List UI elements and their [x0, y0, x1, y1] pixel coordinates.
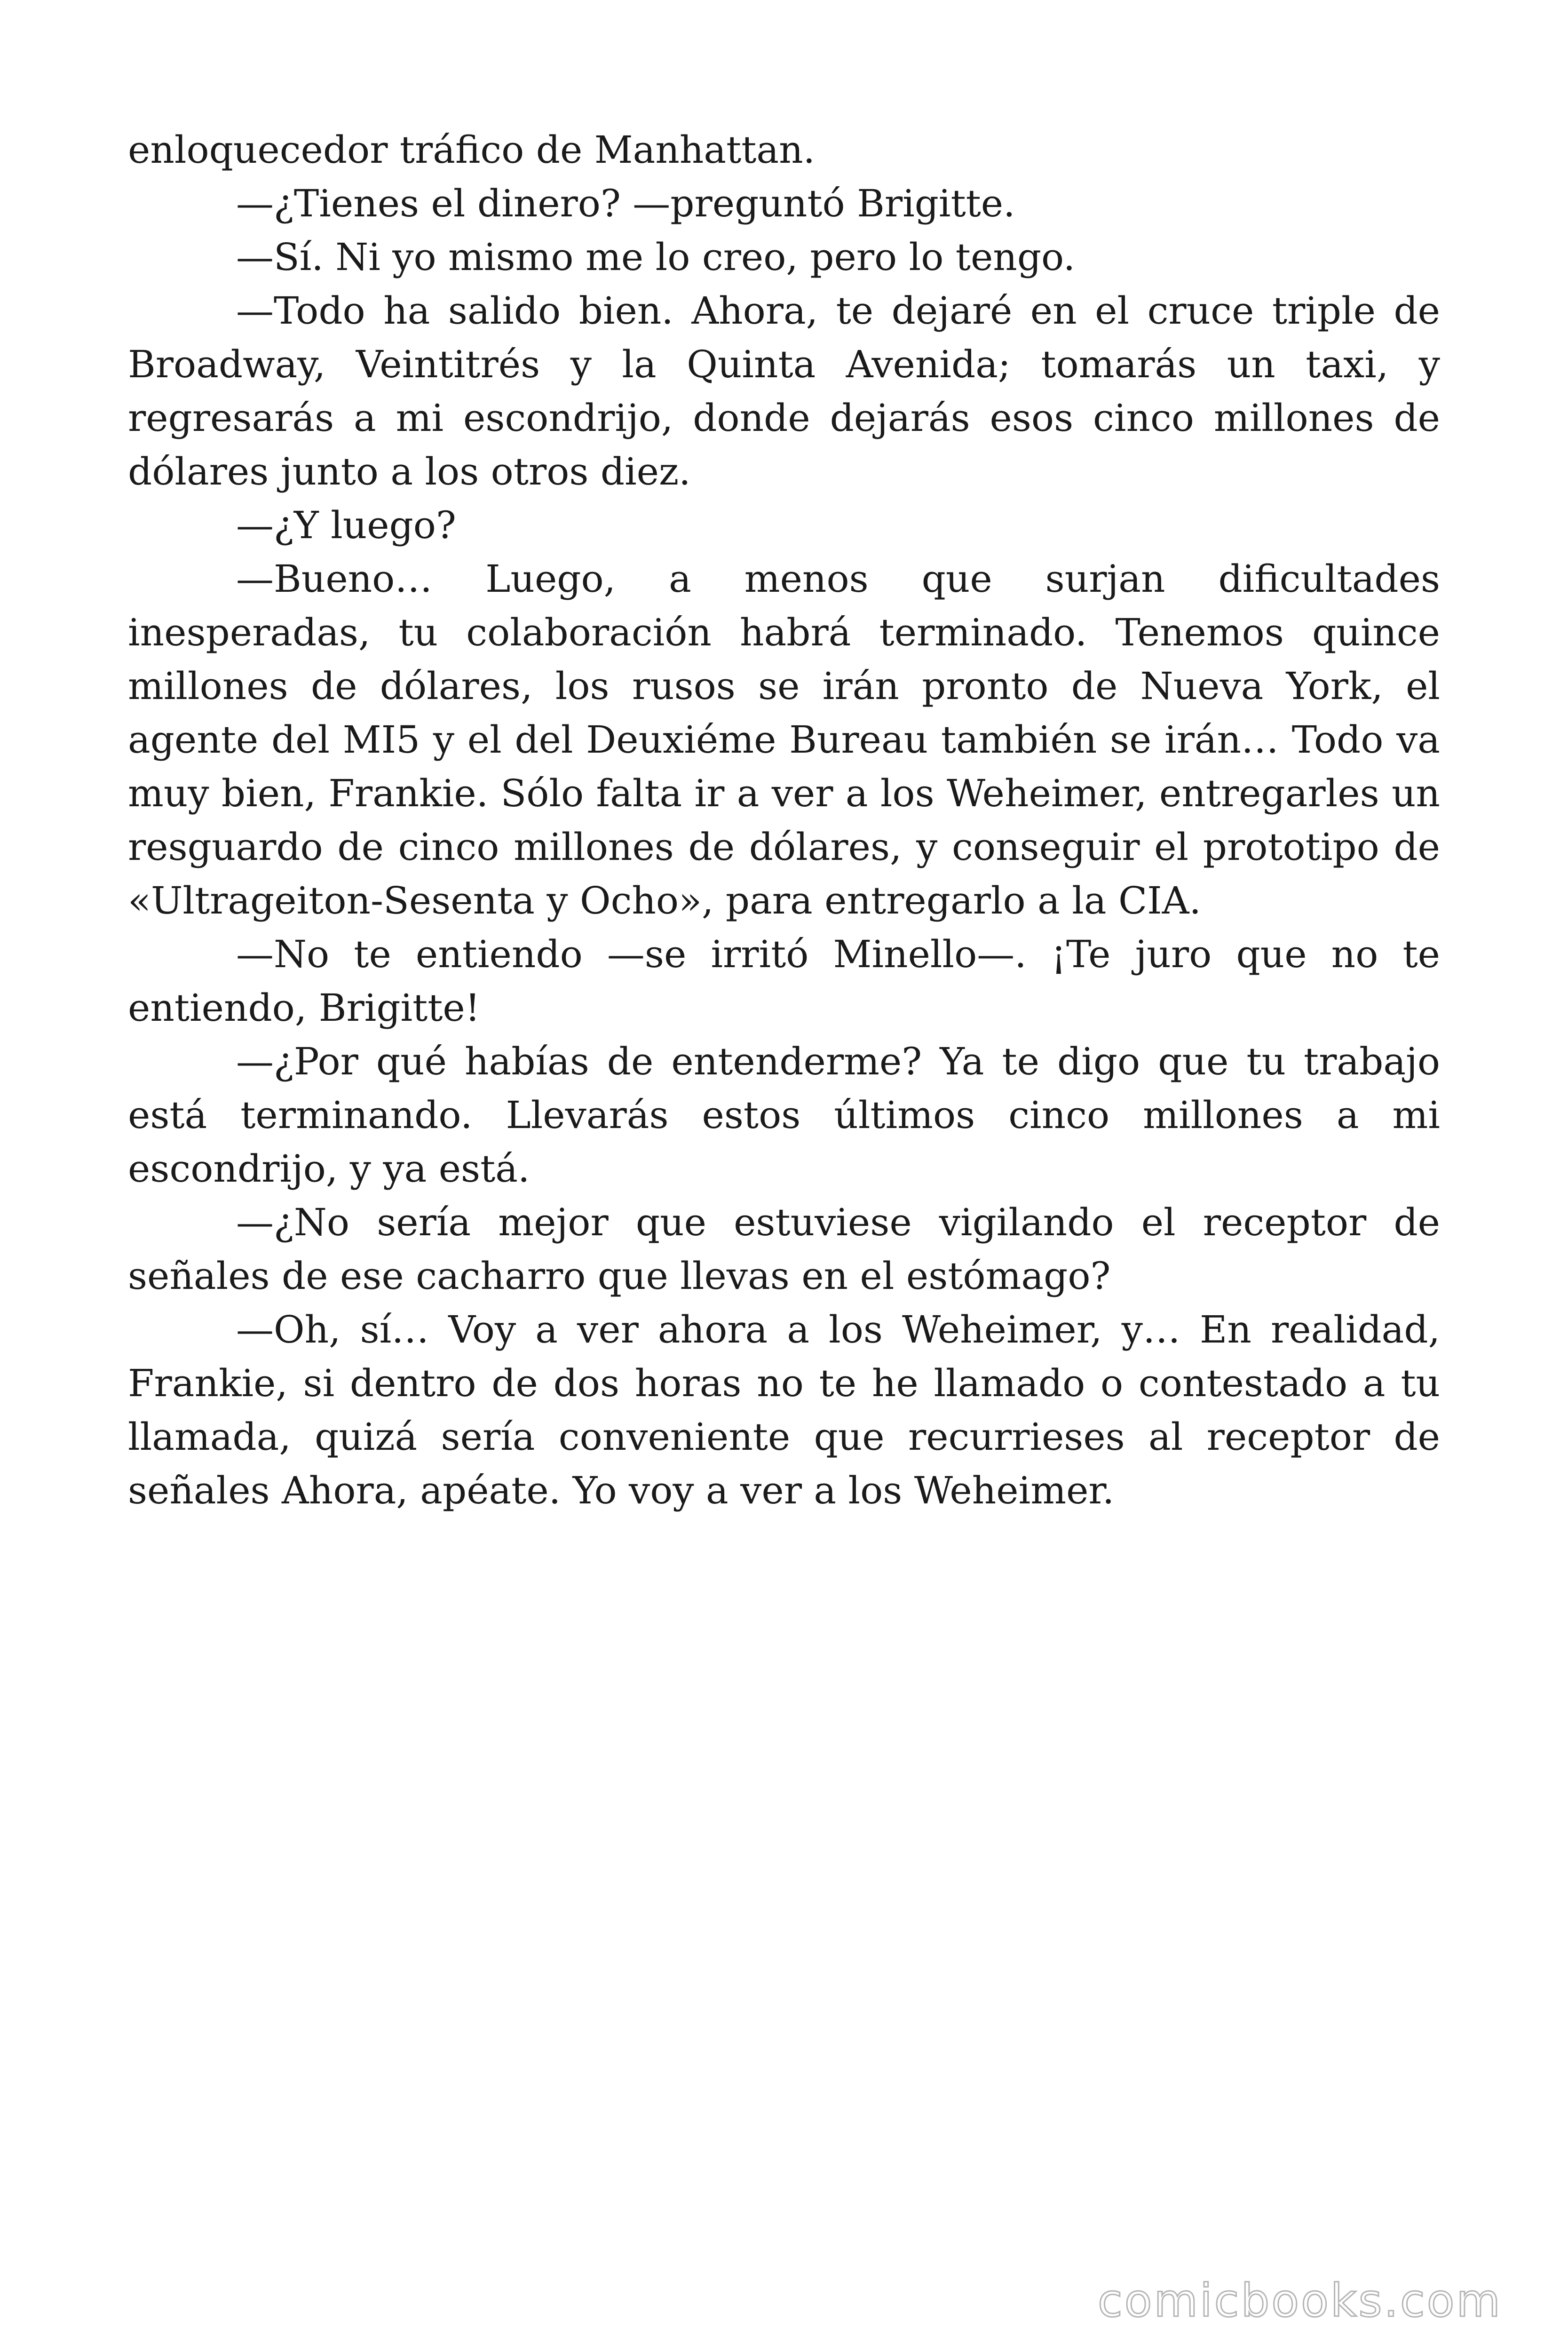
paragraph-4: —Todo ha salido bien. Ahora, te dejaré en el cruce triple de Broadway, Veintitrés y la Quinta Avenida; tomarás un taxi, y regresarás a mi escondrijo, donde dejarás esos cinco millones de dólares junto a los otros diez.	[128, 289, 1440, 493]
paragraph-6: —Bueno… Luego, a menos que surjan dificultades inesperadas, tu colaboración habrá terminado. Tenemos quince millones de dólares, los rusos se irán pronto de Nueva York, el agente del MI5 y el del Deuxiéme Bureau también se irán… Todo va muy bien, Frankie. Sólo falta ir a ver a los Weheimer, entregarles un resguardo de cinco millones de dólares, y conseguir el prototipo de «Ultrageiton-Sesenta y Ocho», para entregarlo a la CIA.	[128, 557, 1440, 922]
body-text	[128, 123, 1440, 1518]
paragraph-2: —¿Tienes el dinero? —preguntó Brigitte.	[236, 182, 1015, 225]
paragraph-5: —¿Y luego?	[236, 503, 456, 547]
paragraph-8: —¿Por qué habías de entenderme? Ya te digo que tu trabajo está terminando. Llevarás estos últimos cinco millones a mi escondrijo, y ya está.	[128, 1040, 1440, 1191]
paragraph-9: —¿No sería mejor que estuviese vigilando el receptor de señales de ese cacharro que llevas en el estómago?	[128, 1200, 1440, 1298]
paragraph-1: enloquecedor tráfico de Manhattan.	[128, 128, 816, 172]
paragraph-10: —Oh, sí… Voy a ver ahora a los Weheimer, y… En realidad, Frankie, si dentro de dos horas no te he llamado o contestado a tu llamada, quizá sería conveniente que recurrieses al receptor de señales Ahora, apéate. Yo voy a ver a los Weheimer.	[128, 1308, 1440, 1512]
watermark: comicbooks.com	[1097, 2274, 1502, 2327]
paragraph-7: —No te entiendo —se irritó Minello—. ¡Te juro que no te entiendo, Brigitte!	[128, 932, 1440, 1030]
paragraph-3: —Sí. Ni yo mismo me lo creo, pero lo tengo.	[236, 235, 1076, 279]
